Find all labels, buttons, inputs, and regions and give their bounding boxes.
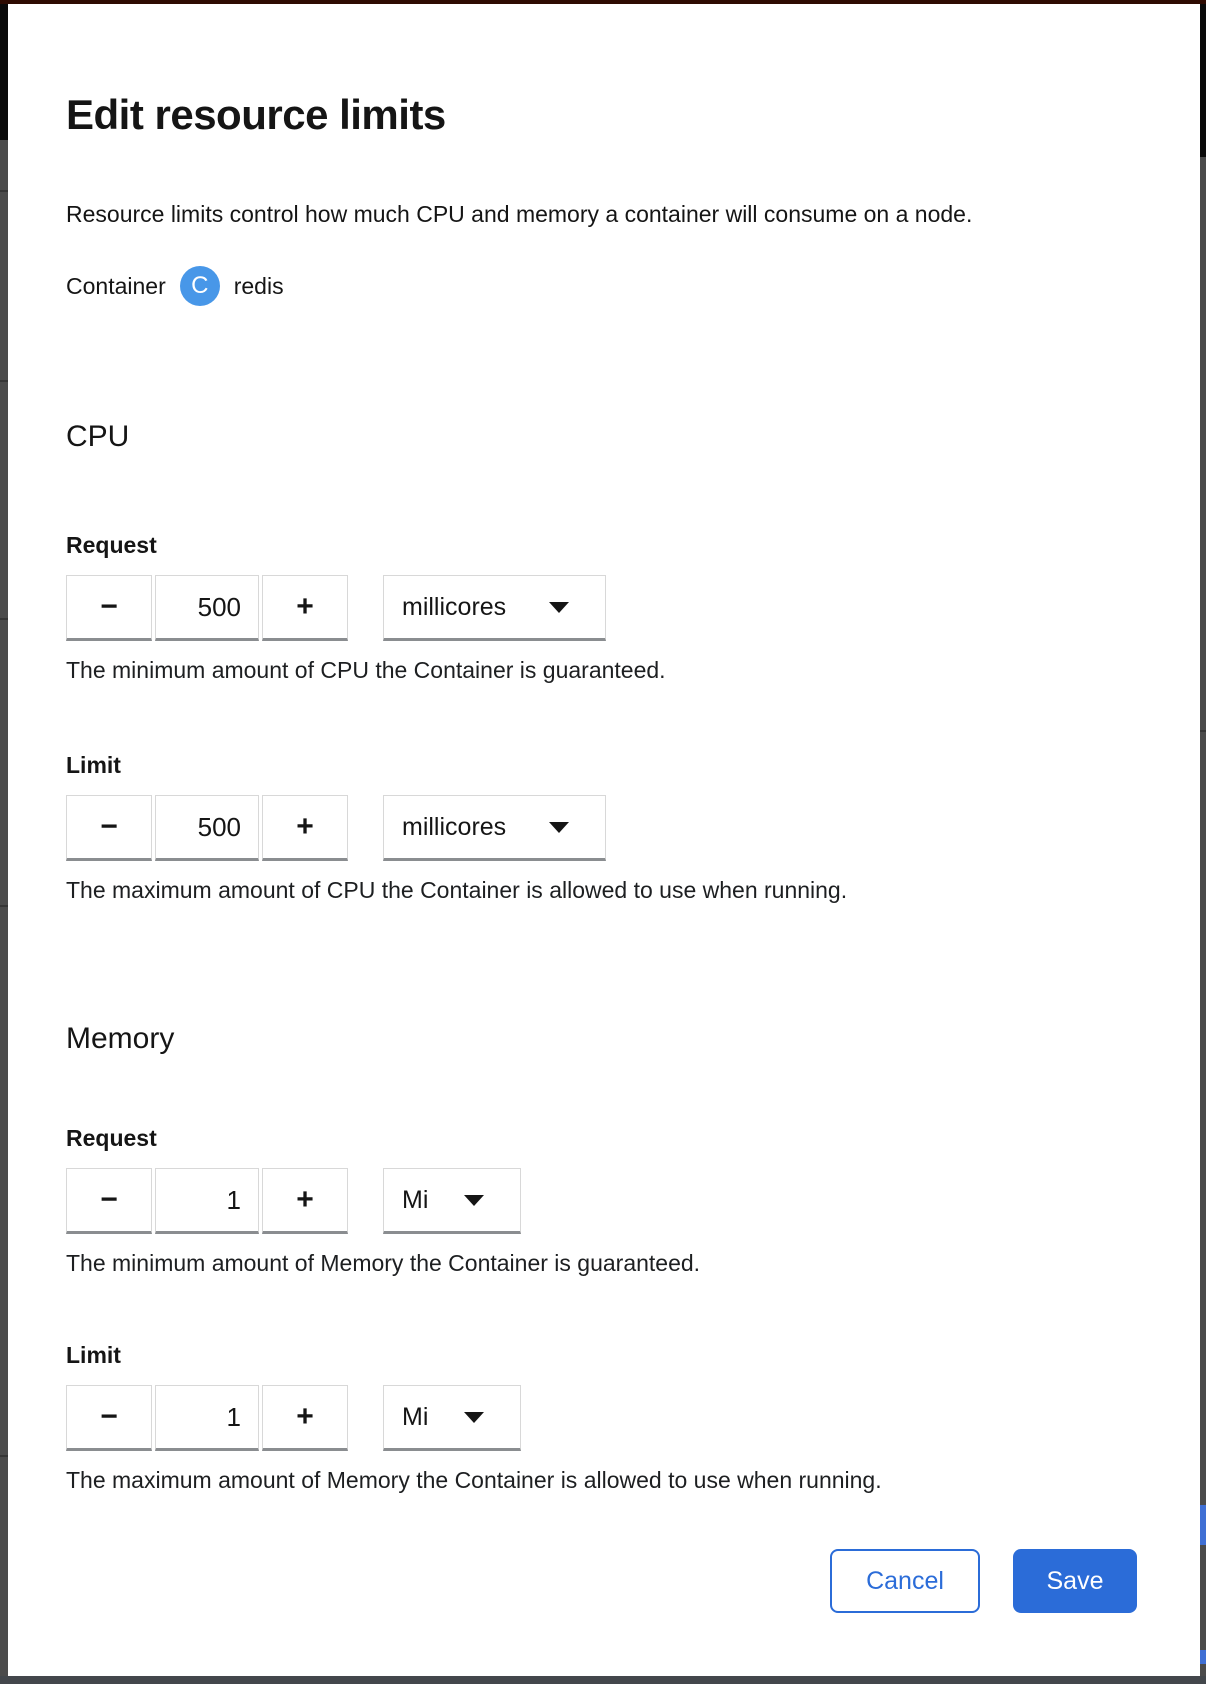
memory-limit-label: Limit (66, 1342, 121, 1368)
cpu-limit-number-input (66, 795, 348, 861)
memory-section-heading: Memory (66, 1021, 175, 1055)
cpu-request-field (66, 530, 1140, 685)
container-name: redis (233, 272, 284, 299)
cpu-request-minus-button[interactable]: − (66, 575, 152, 641)
cpu-limit-unit-value: millicores (402, 812, 507, 841)
backdrop-divider (0, 1455, 8, 1457)
memory-request-number-input (66, 1168, 348, 1234)
memory-request-row (66, 1168, 1140, 1234)
memory-limit-minus-button[interactable]: − (66, 1385, 152, 1451)
caret-down-icon (549, 602, 569, 613)
backdrop-left-edge (0, 4, 8, 1676)
backdrop-right-edge (1200, 4, 1206, 1676)
cpu-request-unit-value: millicores (402, 592, 507, 621)
memory-limit-helper-text: The maximum amount of Memory the Container is allowed to use when running. (66, 1467, 882, 1493)
memory-request-plus-button[interactable]: + (262, 1168, 348, 1234)
cpu-limit-unit-select[interactable] (383, 795, 606, 861)
cpu-limit-field (66, 750, 1140, 905)
caret-down-icon (464, 1412, 484, 1423)
caret-down-icon (464, 1195, 484, 1206)
memory-request-value-input[interactable] (155, 1168, 259, 1234)
memory-limit-value-input[interactable] (155, 1385, 259, 1451)
memory-limit-plus-button[interactable]: + (262, 1385, 348, 1451)
cpu-request-unit-select[interactable] (383, 575, 606, 641)
memory-limit-field (66, 1340, 1140, 1495)
cpu-section-heading: CPU (66, 419, 130, 453)
backdrop-masthead-right (1200, 4, 1206, 157)
backdrop-divider (0, 905, 8, 907)
memory-request-minus-button[interactable]: − (66, 1168, 152, 1234)
cpu-request-label: Request (66, 532, 157, 558)
cpu-limit-value-input[interactable] (155, 795, 259, 861)
backdrop-divider (1200, 730, 1206, 732)
cpu-limit-plus-button[interactable]: + (262, 795, 348, 861)
cpu-request-helper-text: The minimum amount of CPU the Container is guaranteed. (66, 657, 666, 683)
cpu-limit-row (66, 795, 1140, 861)
cancel-button[interactable]: Cancel (830, 1549, 980, 1613)
memory-request-unit-value: Mi (402, 1185, 429, 1214)
cpu-request-plus-button[interactable]: + (262, 575, 348, 641)
cpu-limit-minus-button[interactable]: − (66, 795, 152, 861)
memory-limit-unit-select[interactable] (383, 1385, 521, 1451)
cpu-request-value-input[interactable] (155, 575, 259, 641)
memory-request-field (66, 1123, 1140, 1278)
backdrop-masthead-left (0, 4, 8, 140)
cpu-request-number-input (66, 575, 348, 641)
modal-description: Resource limits control how much CPU and memory a container will consume on a node. (66, 201, 973, 227)
backdrop-blue-element (1200, 1650, 1206, 1664)
backdrop-divider (0, 380, 8, 382)
cpu-limit-label: Limit (66, 752, 121, 778)
memory-limit-row (66, 1385, 1140, 1451)
cpu-limit-helper-text: The maximum amount of CPU the Container is allowed to use when running. (66, 877, 848, 903)
memory-request-label: Request (66, 1125, 157, 1151)
memory-limit-unit-value: Mi (402, 1402, 429, 1431)
memory-request-unit-select[interactable] (383, 1168, 521, 1234)
backdrop-divider (0, 618, 8, 620)
backdrop-blue-element (1200, 1505, 1206, 1545)
container-row (66, 264, 284, 308)
backdrop-bottom-edge (0, 1676, 1206, 1684)
edit-resource-limits-modal (8, 4, 1200, 1676)
save-button[interactable]: Save (1013, 1549, 1137, 1613)
memory-limit-number-input (66, 1385, 348, 1451)
caret-down-icon (549, 822, 569, 833)
container-resource-icon: C (180, 266, 220, 306)
memory-request-helper-text: The minimum amount of Memory the Container is guaranteed. (66, 1250, 701, 1276)
container-label: Container (66, 272, 166, 299)
cpu-request-row (66, 575, 1140, 641)
backdrop-divider (0, 190, 8, 192)
modal-footer (830, 1549, 1137, 1613)
modal-title: Edit resource limits (66, 91, 446, 139)
